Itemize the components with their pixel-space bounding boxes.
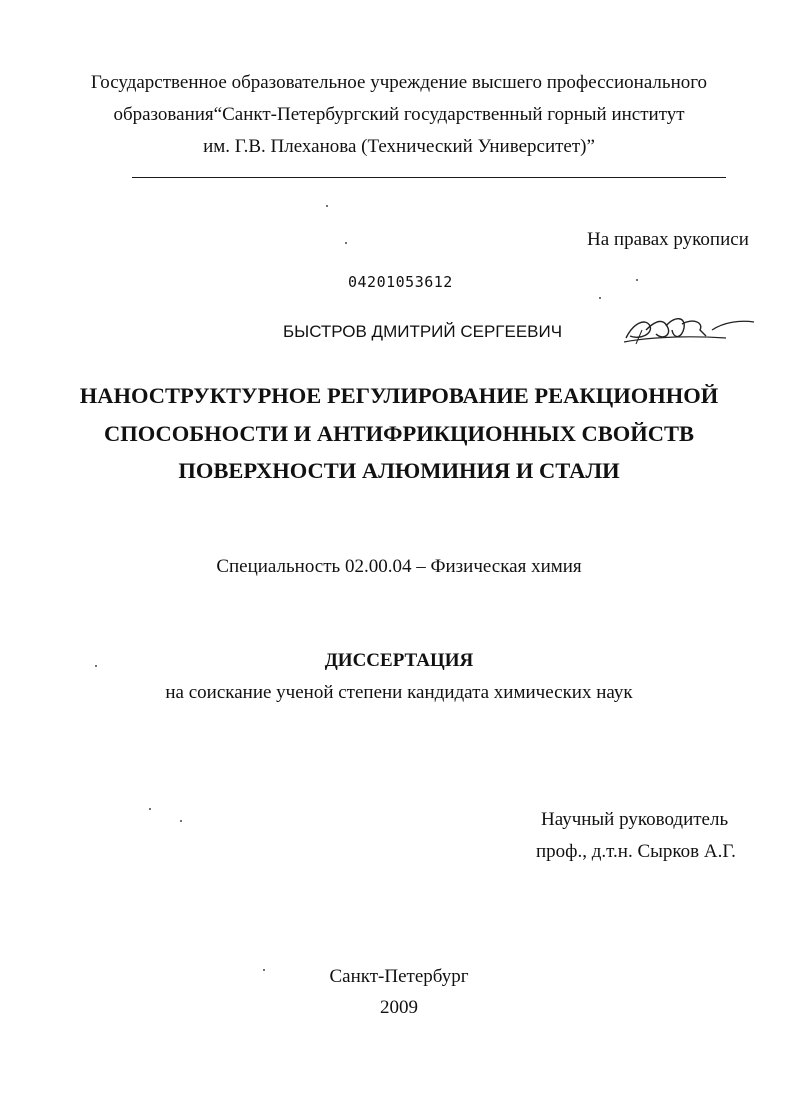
institution-line-2: образования“Санкт-Петербургский государственный горный институт bbox=[113, 104, 685, 125]
supervisor-label: Научный руководитель bbox=[541, 809, 729, 830]
scan-speck bbox=[149, 808, 151, 810]
degree-statement: на соискание ученой степени кандидата химических наук bbox=[165, 682, 633, 703]
scan-speck bbox=[345, 242, 347, 244]
scan-speck bbox=[180, 820, 182, 822]
document-type: ДИССЕРТАЦИЯ bbox=[324, 650, 474, 671]
supervisor-name: проф., д.т.н. Сырков А.Г. bbox=[536, 841, 736, 862]
scan-speck bbox=[263, 969, 265, 971]
scan-speck bbox=[326, 205, 328, 207]
title-line-1: НАНОСТРУКТУРНОЕ РЕГУЛИРОВАНИЕ РЕАКЦИОННОЙ bbox=[79, 383, 719, 408]
catalog-number: 04201053612 bbox=[348, 273, 453, 291]
author-signature bbox=[616, 300, 756, 352]
title-line-2: СПОСОБНОСТИ И АНТИФРИКЦИОННЫХ СВОЙСТВ bbox=[103, 421, 695, 446]
title-line-3: ПОВЕРХНОСТИ АЛЮМИНИЯ И СТАЛИ bbox=[178, 458, 620, 483]
scan-speck bbox=[636, 279, 638, 281]
scan-speck bbox=[95, 665, 97, 667]
institution-line-3: им. Г.В. Плеханова (Технический Университет)” bbox=[203, 136, 595, 157]
scan-speck bbox=[599, 297, 601, 299]
author-name: БЫСТРОВ ДМИТРИЙ СЕРГЕЕВИЧ bbox=[283, 322, 563, 341]
city: Санкт-Петербург bbox=[329, 966, 469, 987]
header-divider bbox=[132, 177, 726, 178]
manuscript-note: На правах рукописи bbox=[587, 229, 749, 250]
year: 2009 bbox=[380, 997, 418, 1018]
institution-line-1: Государственное образовательное учреждение высшего профессионального bbox=[90, 72, 708, 93]
specialty: Специальность 02.00.04 – Физическая химия bbox=[216, 556, 582, 577]
